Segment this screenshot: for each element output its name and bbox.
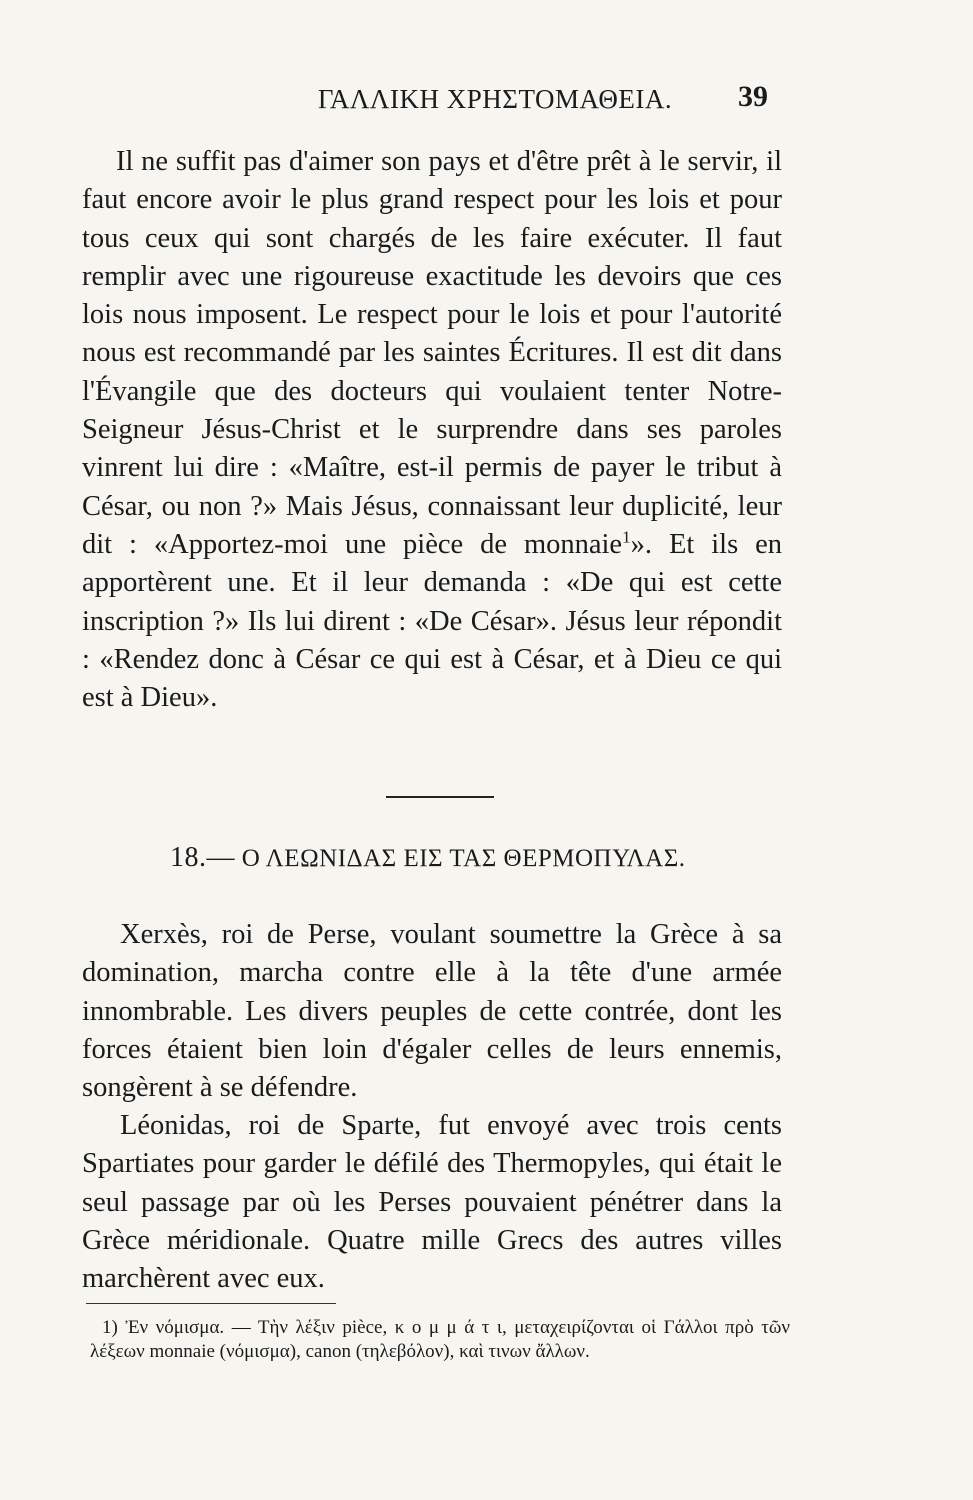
- paragraph-xerxes: Xerxès, roi de Perse, voulant soumettre la Grèce à sa domination, marcha contre elle à la tête d'une armée innombrable. Les divers peuples de cette contrée, dont les forces étaient bien loin d'égaler celles de leurs ennemis, songèrent à se défendre.: [82, 919, 782, 1104]
- paragraph-text-part-b: ». Et ils en apportèrent une. Et il leur demanda : «De qui est cette inscription ?» Ils lui dirent : «De César». Jésus leur répondit : «Rendez donc à César ce qui est à César, et à Dieu ce qui est à Dieu».: [82, 528, 782, 714]
- section-title: Ο ΛΕΩΝΙΔΑΣ ΕΙΣ ΤΑΣ ΘΕΡΜΟΠΥΛΑΣ.: [241, 845, 686, 872]
- footnote-reference: 1: [622, 527, 631, 547]
- section-divider: [386, 796, 494, 798]
- page-number: 39: [738, 80, 768, 113]
- paragraph-text-part-a: Il ne suffit pas d'aimer son pays et d'être prêt à le servir, il faut encore avoir le plus grand respect pour les lois et pour tous ceux qui sont chargés de les faire exécuter. Il faut remplir avec une rigoureuse exactitude les devoirs que ces lois nous imposent. Le respect pour le lois et pour l'autorité nous est recommandé par les saintes Écritures. Il est dit dans l'Évangile que des docteurs qui voulaient tenter Notre-Seigneur Jésus-Christ et le surprendre dans ses paroles vinrent lui dire : «Maître, est-il permis de payer le tribut à César, ou non ?» Mais Jésus, connaissant leur duplicité, leur dit : «Apportez-moi une pièce de monnaie: [82, 146, 782, 560]
- paragraph-respect-for-laws: [82, 143, 782, 717]
- running-title: ΓΑΛΛΙΚΗ ΧΡΗΣΤΟΜΑΘΕΙΑ.: [317, 84, 673, 114]
- section-number: 18.—: [170, 842, 235, 873]
- footnote-marker: 1): [102, 1317, 118, 1338]
- section-heading: [170, 842, 790, 874]
- footnote-separator: [86, 1303, 336, 1304]
- footnote-text: Ἐν νόμισμα. — Τὴν λέξιν pièce, κ ο μ μ ά τ ι, μεταχειρίζονται οἱ Γάλλοι πρὸ τῶν λέξεων monnaie (νόμισμα), canon (τηλεβόλον), καὶ τινων ἄλλων.: [90, 1317, 790, 1362]
- paragraph-leonidas: Léonidas, roi de Sparte, fut envoyé avec trois cents Spartiates pour garder le défilé des Thermopyles, qui était le seul passage par où les Perses pouvaient pénétrer dans la Grèce méridionale. Quatre mille Grecs des autres villes marchèrent avec eux.: [82, 1110, 782, 1295]
- footnote: [90, 1316, 790, 1364]
